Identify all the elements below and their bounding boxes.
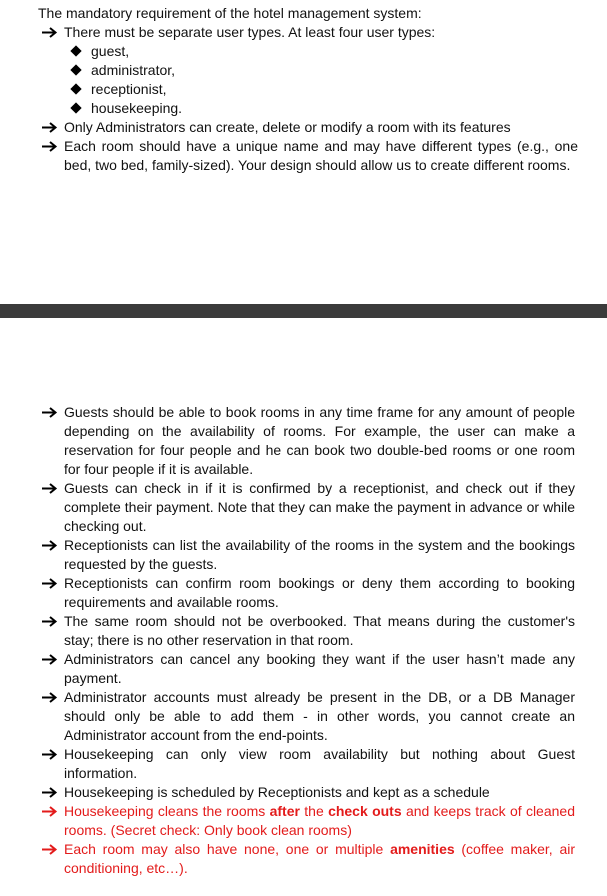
arrow-icon — [40, 783, 60, 802]
list-item-text: Administrator accounts must already be present in the DB, or a DB Manager should only be able to add them - in other words, you cannot create an Administrator account from the end-points. — [64, 689, 575, 743]
text-segment: Each room may also have none, one or multiple — [64, 841, 391, 857]
list-item-text: Housekeeping is scheduled by Receptionists and kept as a schedule — [64, 784, 490, 800]
list-item — [38, 612, 575, 650]
text-emphasis: check outs — [328, 803, 402, 819]
arrow-icon — [40, 650, 60, 669]
arrow-icon — [40, 688, 60, 707]
list-item — [38, 745, 575, 783]
sub-list-item — [38, 61, 578, 80]
list-item-text: Each room should have a unique name and may have different types (e.g., one bed, two bed, family-sized). Your design should allow us to create different rooms. — [64, 138, 578, 173]
list-item — [38, 403, 575, 479]
sub-list-item — [38, 80, 578, 99]
list-item-text: There must be separate user types. At least four user types: — [64, 24, 436, 40]
user-type-housekeeping: housekeeping. — [91, 100, 183, 116]
page-separator — [0, 304, 607, 318]
arrow-icon — [40, 802, 60, 821]
diamond-icon — [70, 102, 81, 113]
list-item — [38, 783, 575, 802]
list-item — [38, 137, 578, 175]
text-segment: and keeps track of cleaned rooms. (Secret check: Only book clean rooms) — [64, 803, 575, 838]
arrow-icon — [40, 612, 60, 631]
list-item-text: Only Administrators can create, delete or modify a room with its features — [64, 119, 511, 135]
sub-list-item — [38, 42, 578, 61]
list-item — [38, 479, 575, 536]
arrow-icon — [40, 479, 60, 498]
list-item-text: Administrators can cancel any booking they want if the user hasn’t made any payment. — [64, 651, 575, 686]
arrow-icon — [40, 403, 60, 422]
list-item — [38, 536, 575, 574]
requirements-heading: The mandatory requirement of the hotel management system: — [38, 5, 422, 21]
diamond-icon — [70, 83, 81, 94]
arrow-icon — [40, 574, 60, 593]
user-type-receptionist: receptionist, — [91, 81, 167, 97]
sub-list-item — [38, 99, 578, 118]
text-segment: (coffee maker, air conditioning, etc…). — [64, 841, 575, 876]
list-item-text: Guests should be able to book rooms in any time frame for any amount of people depending on the availability of rooms. For example, the user can make a reservation for four people and he can book two double-bed rooms or one room for four people if it is available. — [64, 404, 575, 477]
user-type-administrator: administrator, — [91, 62, 176, 78]
arrow-icon — [40, 840, 60, 859]
text-emphasis: after — [269, 803, 300, 819]
arrow-icon — [40, 137, 60, 156]
list-item — [38, 118, 578, 137]
list-item-text: Receptionists can confirm room bookings or deny them according to booking requirements and available rooms. — [64, 575, 575, 610]
list-item — [38, 574, 575, 612]
list-item-text: Receptionists can list the availability of the rooms in the system and the bookings requested by the guests. — [64, 537, 575, 572]
list-item-highlighted — [38, 802, 575, 840]
arrow-icon — [40, 745, 60, 764]
diamond-icon — [70, 64, 81, 75]
list-item-text: Housekeeping can only view room availability but nothing about Guest information. — [64, 746, 575, 781]
text-emphasis: amenities — [390, 841, 455, 857]
list-item-highlighted — [38, 840, 575, 878]
diamond-icon — [70, 45, 81, 56]
text-segment: the — [299, 803, 329, 819]
list-item-text: The same room should not be overbooked. That means during the customer's stay; there is no other reservation in that room. — [64, 613, 575, 648]
requirements-bottom-section — [38, 403, 575, 878]
list-item — [38, 23, 578, 42]
list-item-text: Guests can check in if it is confirmed by a receptionist, and check out if they complete their payment. Note that they can make the payment in advance or while checking out. — [64, 480, 575, 534]
arrow-icon — [40, 23, 60, 42]
user-type-guest: guest, — [91, 43, 130, 59]
text-segment: Housekeeping cleans the rooms — [64, 803, 270, 819]
list-item — [38, 688, 575, 745]
requirements-top-section — [38, 4, 578, 175]
arrow-icon — [40, 536, 60, 555]
list-item — [38, 650, 575, 688]
arrow-icon — [40, 118, 60, 137]
